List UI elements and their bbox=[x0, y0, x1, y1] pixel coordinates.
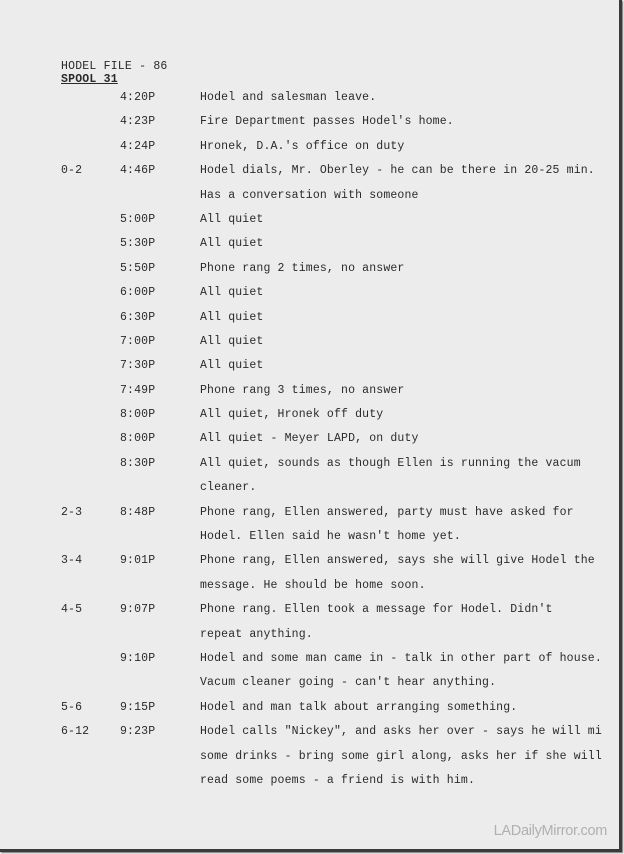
log-entry bbox=[0, 330, 622, 354]
log-text: Phone rang 2 times, no answer bbox=[200, 261, 405, 275]
document-header bbox=[61, 60, 168, 86]
log-time: 8:00P bbox=[120, 408, 156, 422]
log-text: Has a conversation with someone bbox=[200, 188, 419, 202]
log-entry-continuation bbox=[0, 745, 622, 769]
log-entry bbox=[0, 159, 622, 183]
log-text: Fire Department passes Hodel's home. bbox=[200, 115, 454, 129]
log-text: Vacum cleaner going - can't hear anything. bbox=[200, 676, 497, 690]
log-entry bbox=[0, 452, 622, 476]
reel-range: 6-12 bbox=[61, 725, 90, 739]
log-time: 7:00P bbox=[120, 334, 156, 348]
log-entry bbox=[0, 696, 622, 720]
log-time: 9:07P bbox=[120, 603, 156, 617]
log-entry bbox=[0, 501, 622, 525]
log-text: message. He should be home soon. bbox=[200, 578, 426, 592]
log-time: 9:10P bbox=[120, 651, 156, 665]
file-title: HODEL FILE - 86 bbox=[61, 60, 168, 73]
log-text: Hodel and salesman leave. bbox=[200, 91, 377, 104]
log-time: 7:30P bbox=[120, 359, 156, 373]
log-entry bbox=[0, 110, 622, 134]
log-time: 4:46P bbox=[120, 164, 156, 178]
log-time: 6:30P bbox=[120, 310, 156, 324]
log-time: 4:24P bbox=[120, 139, 156, 153]
log-entry bbox=[0, 598, 622, 622]
reel-range: 2-3 bbox=[61, 505, 83, 519]
log-text: Hodel dials, Mr. Oberley - he can be there in 20-25 min. bbox=[200, 164, 595, 178]
log-time: 5:50P bbox=[120, 261, 156, 275]
log-time: 8:30P bbox=[120, 456, 156, 470]
log-text: All quiet bbox=[200, 286, 264, 300]
log-time: 6:00P bbox=[120, 286, 156, 300]
log-entry bbox=[0, 647, 622, 671]
log-entry-continuation bbox=[0, 574, 622, 598]
reel-range: 0-2 bbox=[61, 164, 83, 178]
log-entry-continuation bbox=[0, 476, 622, 500]
log-text: repeat anything. bbox=[200, 627, 313, 641]
log-text: All quiet bbox=[200, 212, 264, 226]
log-text: Phone rang, Ellen answered, says she will give Hodel the bbox=[200, 554, 595, 568]
log-text: All quiet bbox=[200, 359, 264, 373]
log-text: Phone rang, Ellen answered, party must have asked for bbox=[200, 505, 574, 519]
log-text: Hronek, D.A.'s office on duty bbox=[200, 139, 405, 153]
log-time: 9:23P bbox=[120, 725, 156, 739]
log-time: 4:23P bbox=[120, 115, 156, 129]
log-entry bbox=[0, 281, 622, 305]
log-entry bbox=[0, 257, 622, 281]
log-text: read some poems - a friend is with him. bbox=[200, 773, 475, 787]
log-entry bbox=[0, 354, 622, 378]
log-time: 9:01P bbox=[120, 554, 156, 568]
log-entry bbox=[0, 379, 622, 403]
log-text: All quiet, sounds as though Ellen is running the vacum bbox=[200, 456, 581, 470]
log-text: Phone rang. Ellen took a message for Hodel. Didn't bbox=[200, 603, 553, 617]
log-text: All quiet bbox=[200, 237, 264, 251]
reel-range: 4-5 bbox=[61, 603, 83, 617]
log-text: All quiet - Meyer LAPD, on duty bbox=[200, 432, 419, 446]
log-entry-continuation bbox=[0, 525, 622, 549]
log-entry bbox=[0, 306, 622, 330]
log-time: 5:00P bbox=[120, 212, 156, 226]
log-time: 4:20P bbox=[120, 91, 156, 104]
log-text: Phone rang 3 times, no answer bbox=[200, 383, 405, 397]
log-entry-continuation bbox=[0, 184, 622, 208]
log-text: Hodel and man talk about arranging something. bbox=[200, 700, 518, 714]
log-time: 8:48P bbox=[120, 505, 156, 519]
log-text: Hodel. Ellen said he wasn't home yet. bbox=[200, 530, 461, 544]
log-text: cleaner. bbox=[200, 481, 257, 495]
log-time: 5:30P bbox=[120, 237, 156, 251]
log-text: All quiet bbox=[200, 334, 264, 348]
log-entry bbox=[0, 403, 622, 427]
reel-range: 3-4 bbox=[61, 554, 83, 568]
log-entry-continuation bbox=[0, 671, 622, 695]
log-entry bbox=[0, 549, 622, 573]
spool-label: SPOOL 31 bbox=[61, 73, 118, 86]
surveillance-log bbox=[0, 86, 622, 793]
log-entry-continuation bbox=[0, 769, 622, 793]
reel-range: 5-6 bbox=[61, 700, 83, 714]
log-entry bbox=[0, 208, 622, 232]
log-entry bbox=[0, 135, 622, 159]
log-entry bbox=[0, 720, 622, 744]
log-entry-continuation bbox=[0, 623, 622, 647]
log-time: 9:15P bbox=[120, 700, 156, 714]
log-text: Hodel calls "Nickey", and asks her over - says he will mi bbox=[200, 725, 602, 739]
log-text: some drinks - bring some girl along, asks her if she will bbox=[200, 749, 602, 763]
log-time: 7:49P bbox=[120, 383, 156, 397]
log-entry bbox=[0, 86, 622, 110]
watermark: LADailyMirror.com bbox=[493, 823, 607, 839]
log-text: All quiet bbox=[200, 310, 264, 324]
log-text: All quiet, Hronek off duty bbox=[200, 408, 384, 422]
log-text: Hodel and some man came in - talk in other part of house. bbox=[200, 651, 602, 665]
log-entry bbox=[0, 232, 622, 256]
log-time: 8:00P bbox=[120, 432, 156, 446]
log-entry bbox=[0, 427, 622, 451]
